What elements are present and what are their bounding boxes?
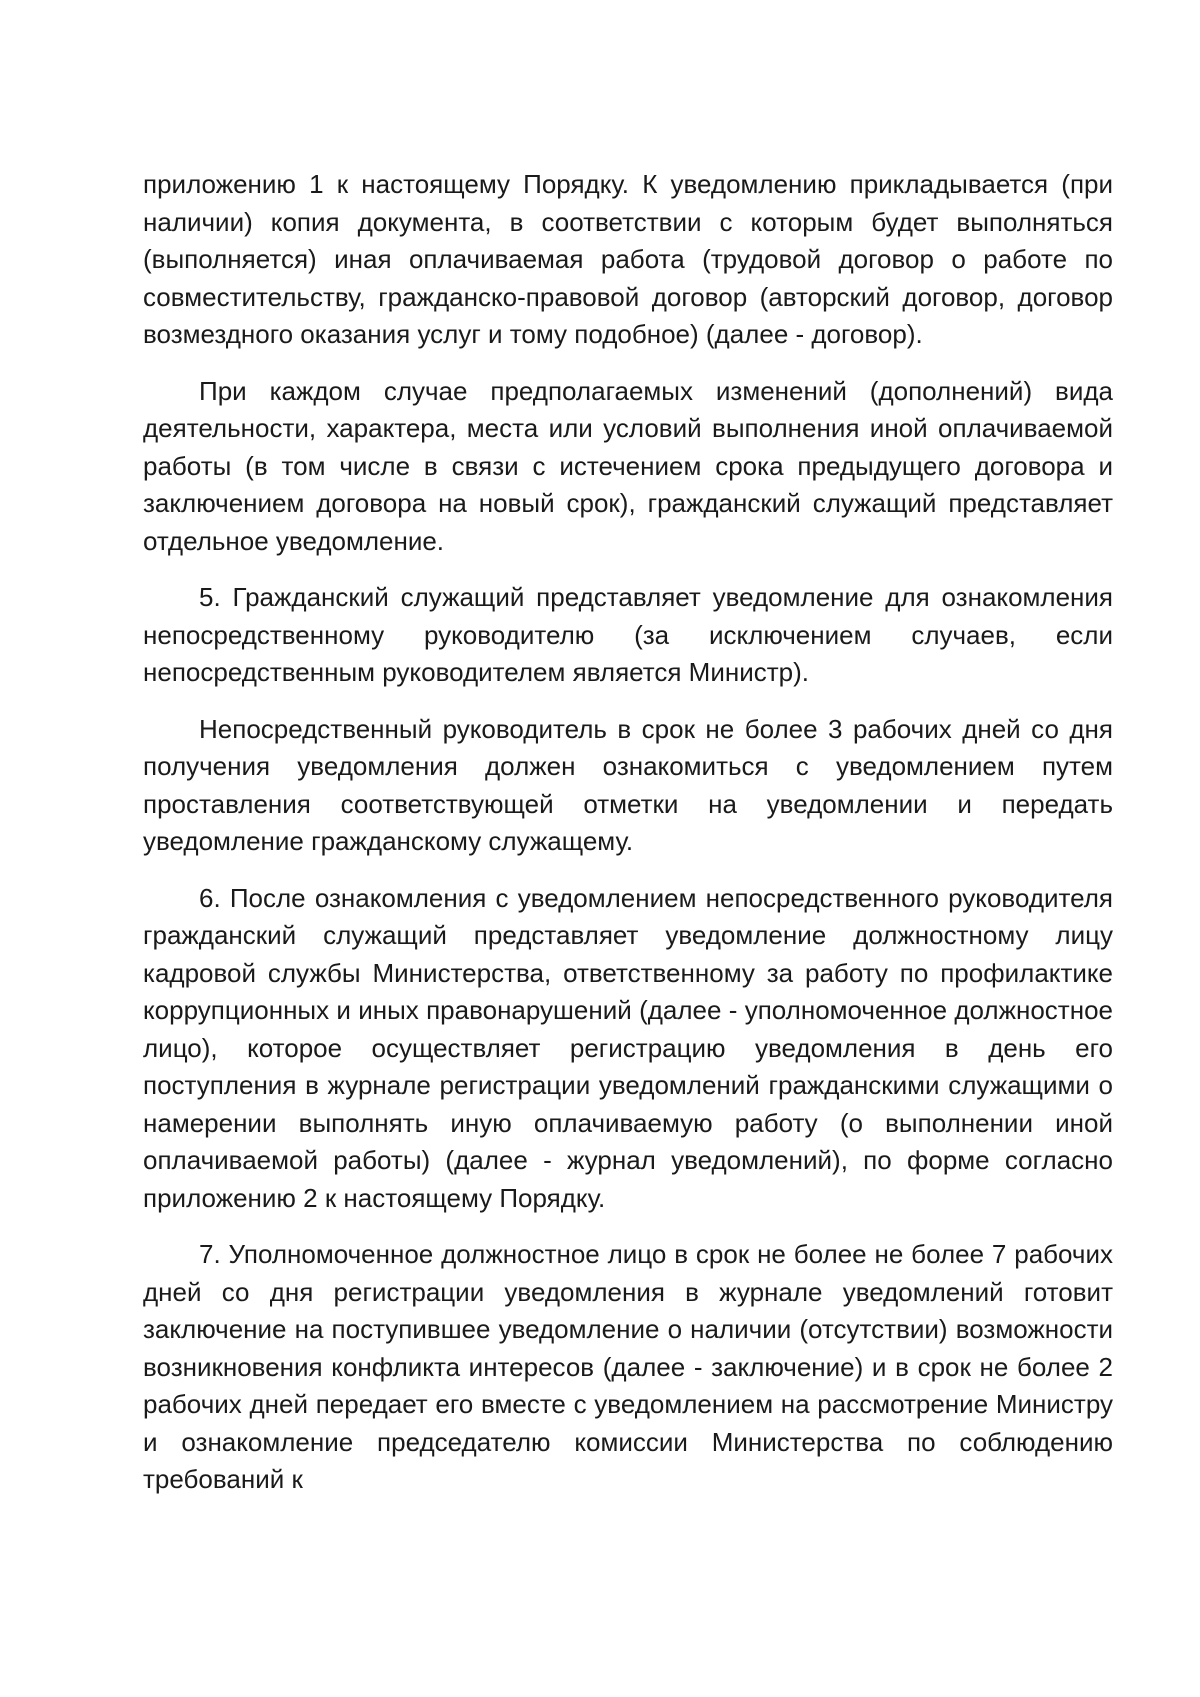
document-body	[143, 166, 1113, 1518]
paragraph-item-6: 6. После ознакомления с уведомлением непосредственного руководителя гражданский служащий представляет уведомление должностному лицу кадровой службы Министерства, ответственному за работу по профилактике коррупционных и иных правонарушений (далее - уполномоченное должностное лицо), которое осуществляет регистрацию уведомления в день его поступления в журнале регистрации уведомлений гражданскими служащими о намерении выполнять иную оплачиваемую работу (о выполнении иной оплачиваемой работы) (далее - журнал уведомлений), по форме согласно приложению 2 к настоящему Порядку.	[143, 882, 1113, 1213]
paragraph-continuation: приложению 1 к настоящему Порядку. К уведомлению прикладывается (при наличии) копия документа, в соответствии с которым будет выполняться (выполняется) иная оплачиваемая работа (трудовой договор о работе по совместительству, гражданско-правовой договор (авторский договор, договор возмездного оказания услуг и тому подобное) (далее - договор).	[143, 169, 1113, 349]
paragraph-changes-notice: При каждом случае предполагаемых изменений (дополнений) вида деятельности, характера, места или условий выполнения иной оплачиваемой работы (в том числе в связи с истечением срока предыдущего договора и заключением договора на новый срок), гражданский служащий представляет отдельное уведомление.	[143, 375, 1113, 556]
paragraph-supervisor-review: Непосредственный руководитель в срок не более 3 рабочих дней со дня получения уведомления должен ознакомиться с уведомлением путем проставления соответствующей отметки на уведомлении и передать уведомление гражданскому служащему.	[143, 713, 1113, 856]
paragraph-item-5: 5. Гражданский служащий представляет уведомление для ознакомления непосредственному руководителю (за исключением случаев, если непосредственным руководителем является Министр).	[143, 582, 1113, 687]
paragraph-item-7: 7. Уполномоченное должностное лицо в срок не более не более 7 рабочих дней со дня регистрации уведомления в журнале уведомлений готовит заключение на поступившее уведомление о наличии (отсутствии) возможности возникновения конфликта интересов (далее - заключение) и в срок не более 2 рабочих дней передает его вместе с уведомлением на рассмотрение Министру и ознакомление председателю комиссии Министерства по соблюдению требований к	[143, 1239, 1113, 1494]
